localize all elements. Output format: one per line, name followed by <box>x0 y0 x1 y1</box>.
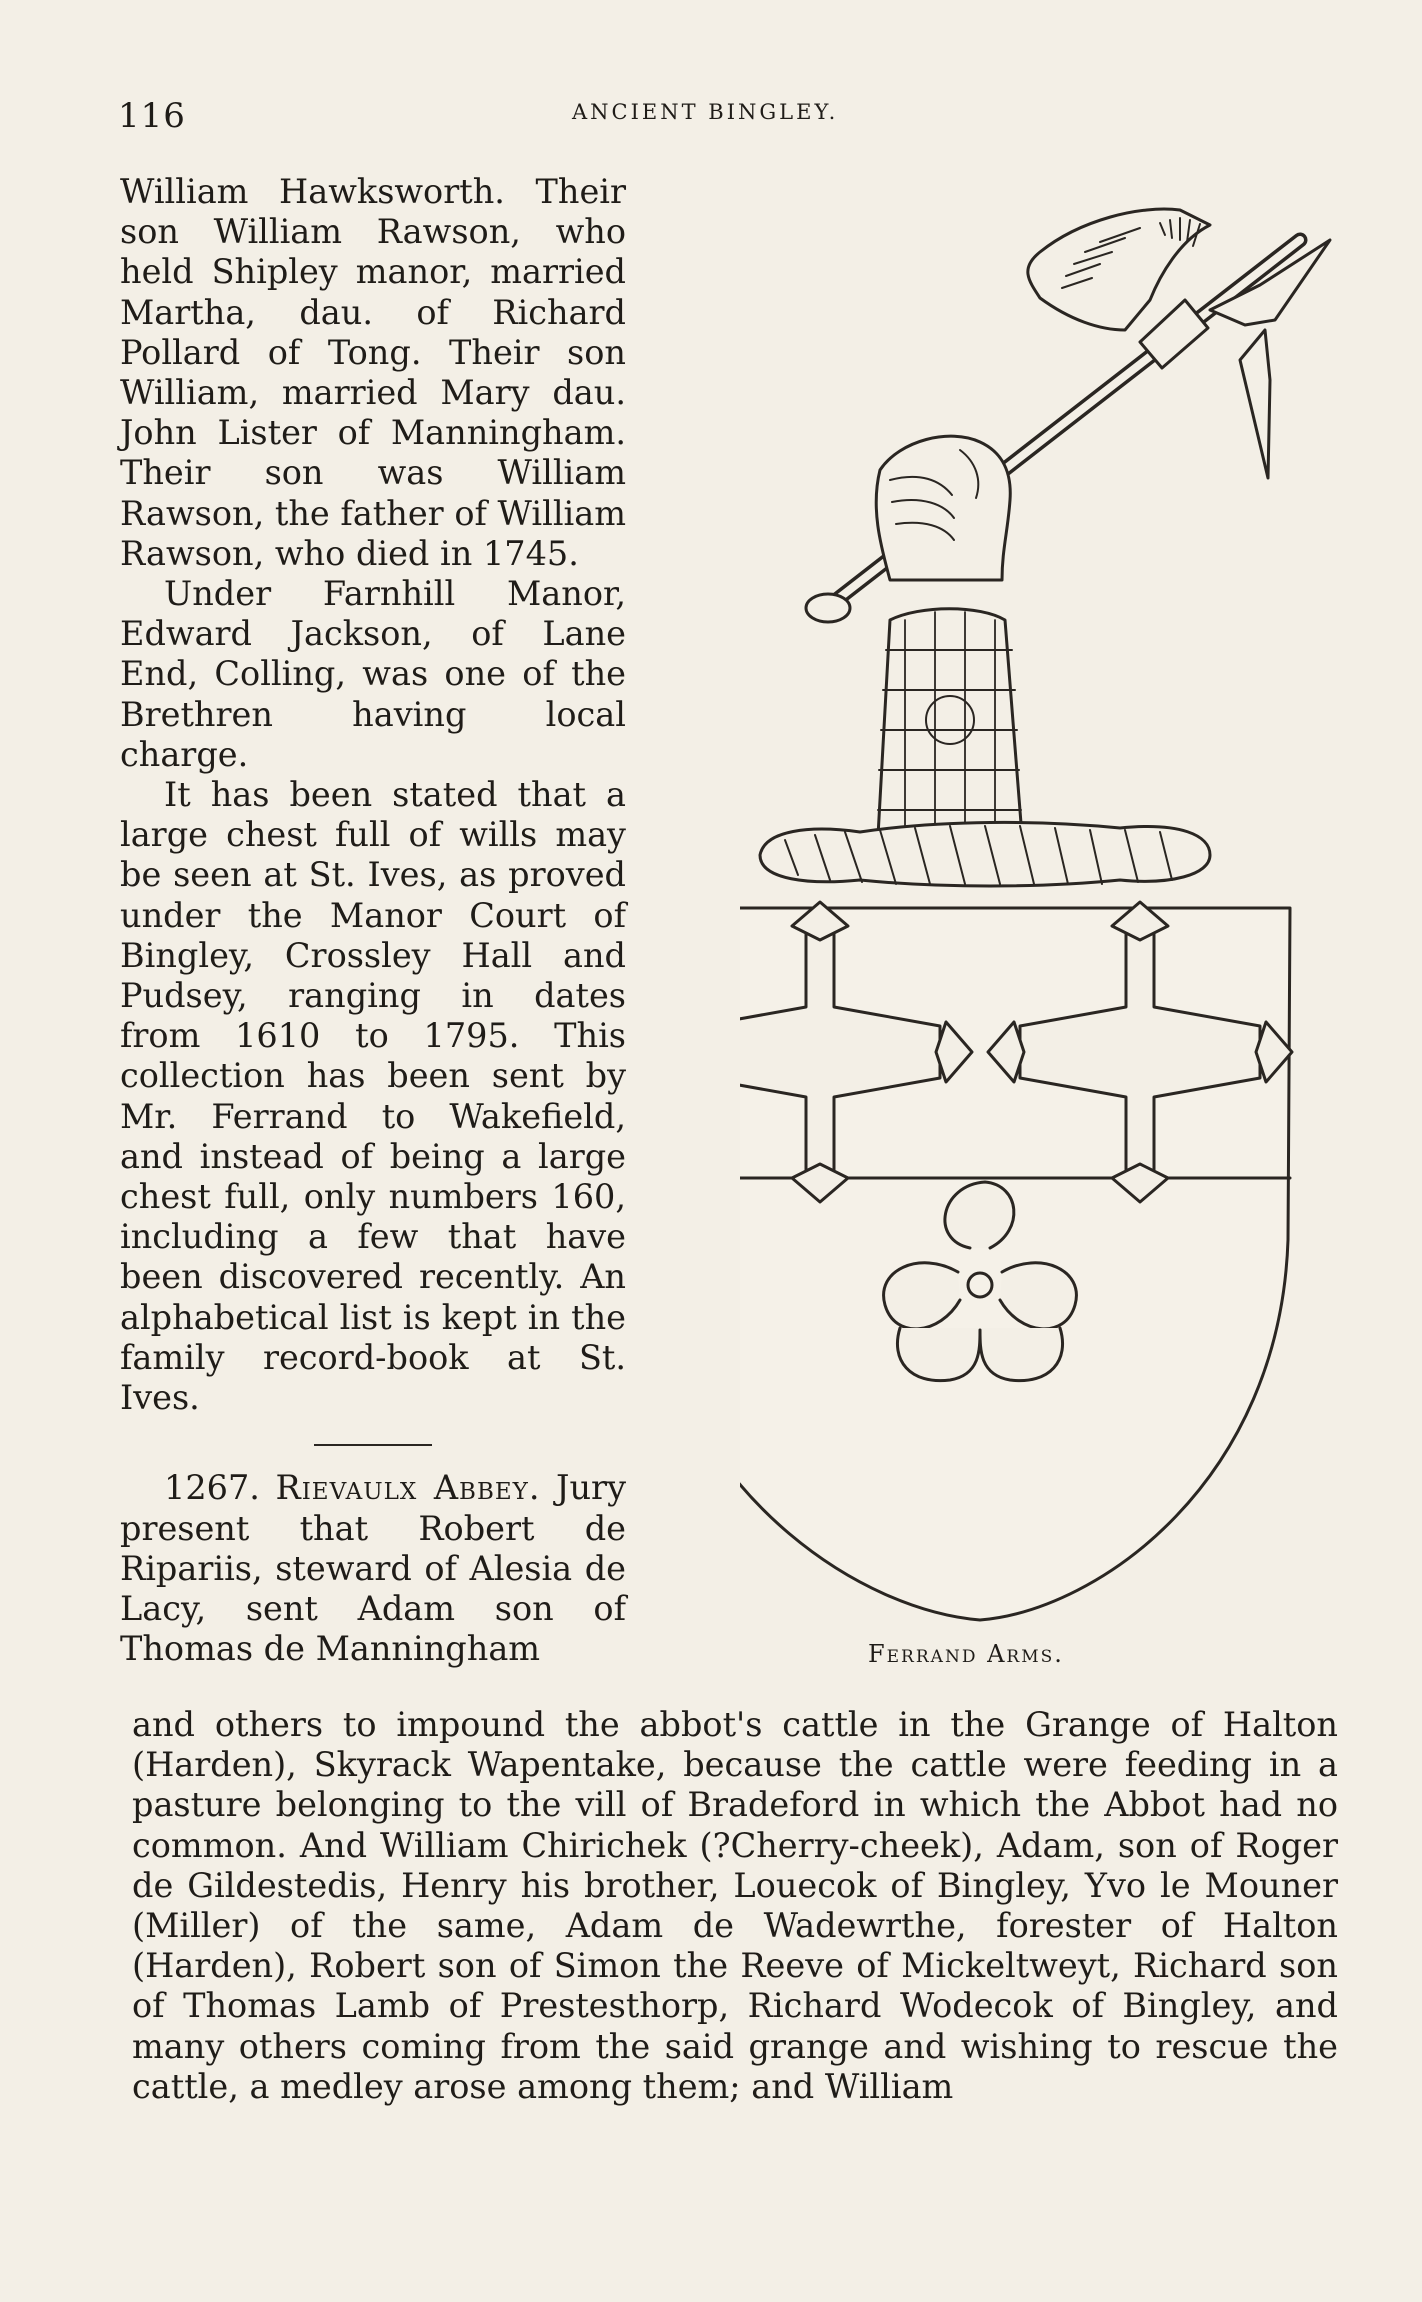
sleeve-crest <box>878 609 1022 836</box>
section-divider <box>314 1444 432 1446</box>
paragraph-wills-chest: It has been stated that a large chest full of wills may be seen at St. Ives, as proved under the Manor Court of Bingley, Crossley Hall and Pudsey, ranging in dates from 1610 to 1795. This collection has been sent by Mr. Ferrand to Wakefield, and instead of being a large chest full, only numbers 160, including a few that have been discovered recently. An alphabetical list is kept in the family record-book at St. Ives. <box>120 775 626 1418</box>
ferrand-arms-figure <box>740 180 1340 1640</box>
entry-title: Rievaulx Abbey. <box>275 1468 541 1508</box>
hand-crest <box>876 436 1010 580</box>
paragraph-continuation: and others to impound the abbot's cattle in the Grange of Halton (Harden), Skyrack Wapentake, because the cattle were feeding in a pasture belonging to the vill of Bradeford in which the Abbot had no common. And William Chirichek (?Cherry-cheek), Adam, son of Roger de Gildestedis, Henry his brother, Louecok of Bingley, Yvo le Mouner (Miller) of the same, Adam de Wadewrthe, forester of Halton (Harden), Robert son of Simon the Reeve of Mickeltweyt, Richard son of Thomas Lamb of Prestesthorp, Richard Wodecok of Bingley, and many others coming from the said grange and wishing to rescue the cattle, a medley arose among them; and William <box>132 1705 1338 2106</box>
paragraph-rawson: William Hawksworth. Their son William Rawson, who held Shipley manor, married Martha, dau. of Richard Pollard of Tong. Their son William, married Mary dau. John Lister of Manningham. Their son was William Rawson, the father of William Rawson, who died in 1745. <box>120 172 626 573</box>
page-number: 116 <box>118 96 186 136</box>
coat-of-arms-illustration <box>740 180 1340 1640</box>
left-column-text <box>120 172 626 1669</box>
running-head <box>0 96 1422 136</box>
full-width-text <box>132 1705 1338 2107</box>
paragraph-rievaulx <box>120 1468 626 1669</box>
wreath-torse <box>760 822 1210 886</box>
figure-caption: Ferrand Arms. <box>868 1640 1064 1668</box>
entry-start: Jury present that Robert de Ripariis, steward of Alesia de Lacy, sent Adam son of Thomas de Manningham <box>120 1468 626 1669</box>
running-title: ANCIENT BINGLEY. <box>572 100 839 124</box>
paragraph-farnhill: Under Farnhill Manor, Edward Jackson, of Lane End, Colling, was one of the Brethren having local charge. <box>120 574 626 774</box>
entry-year: 1267. <box>164 1468 260 1508</box>
